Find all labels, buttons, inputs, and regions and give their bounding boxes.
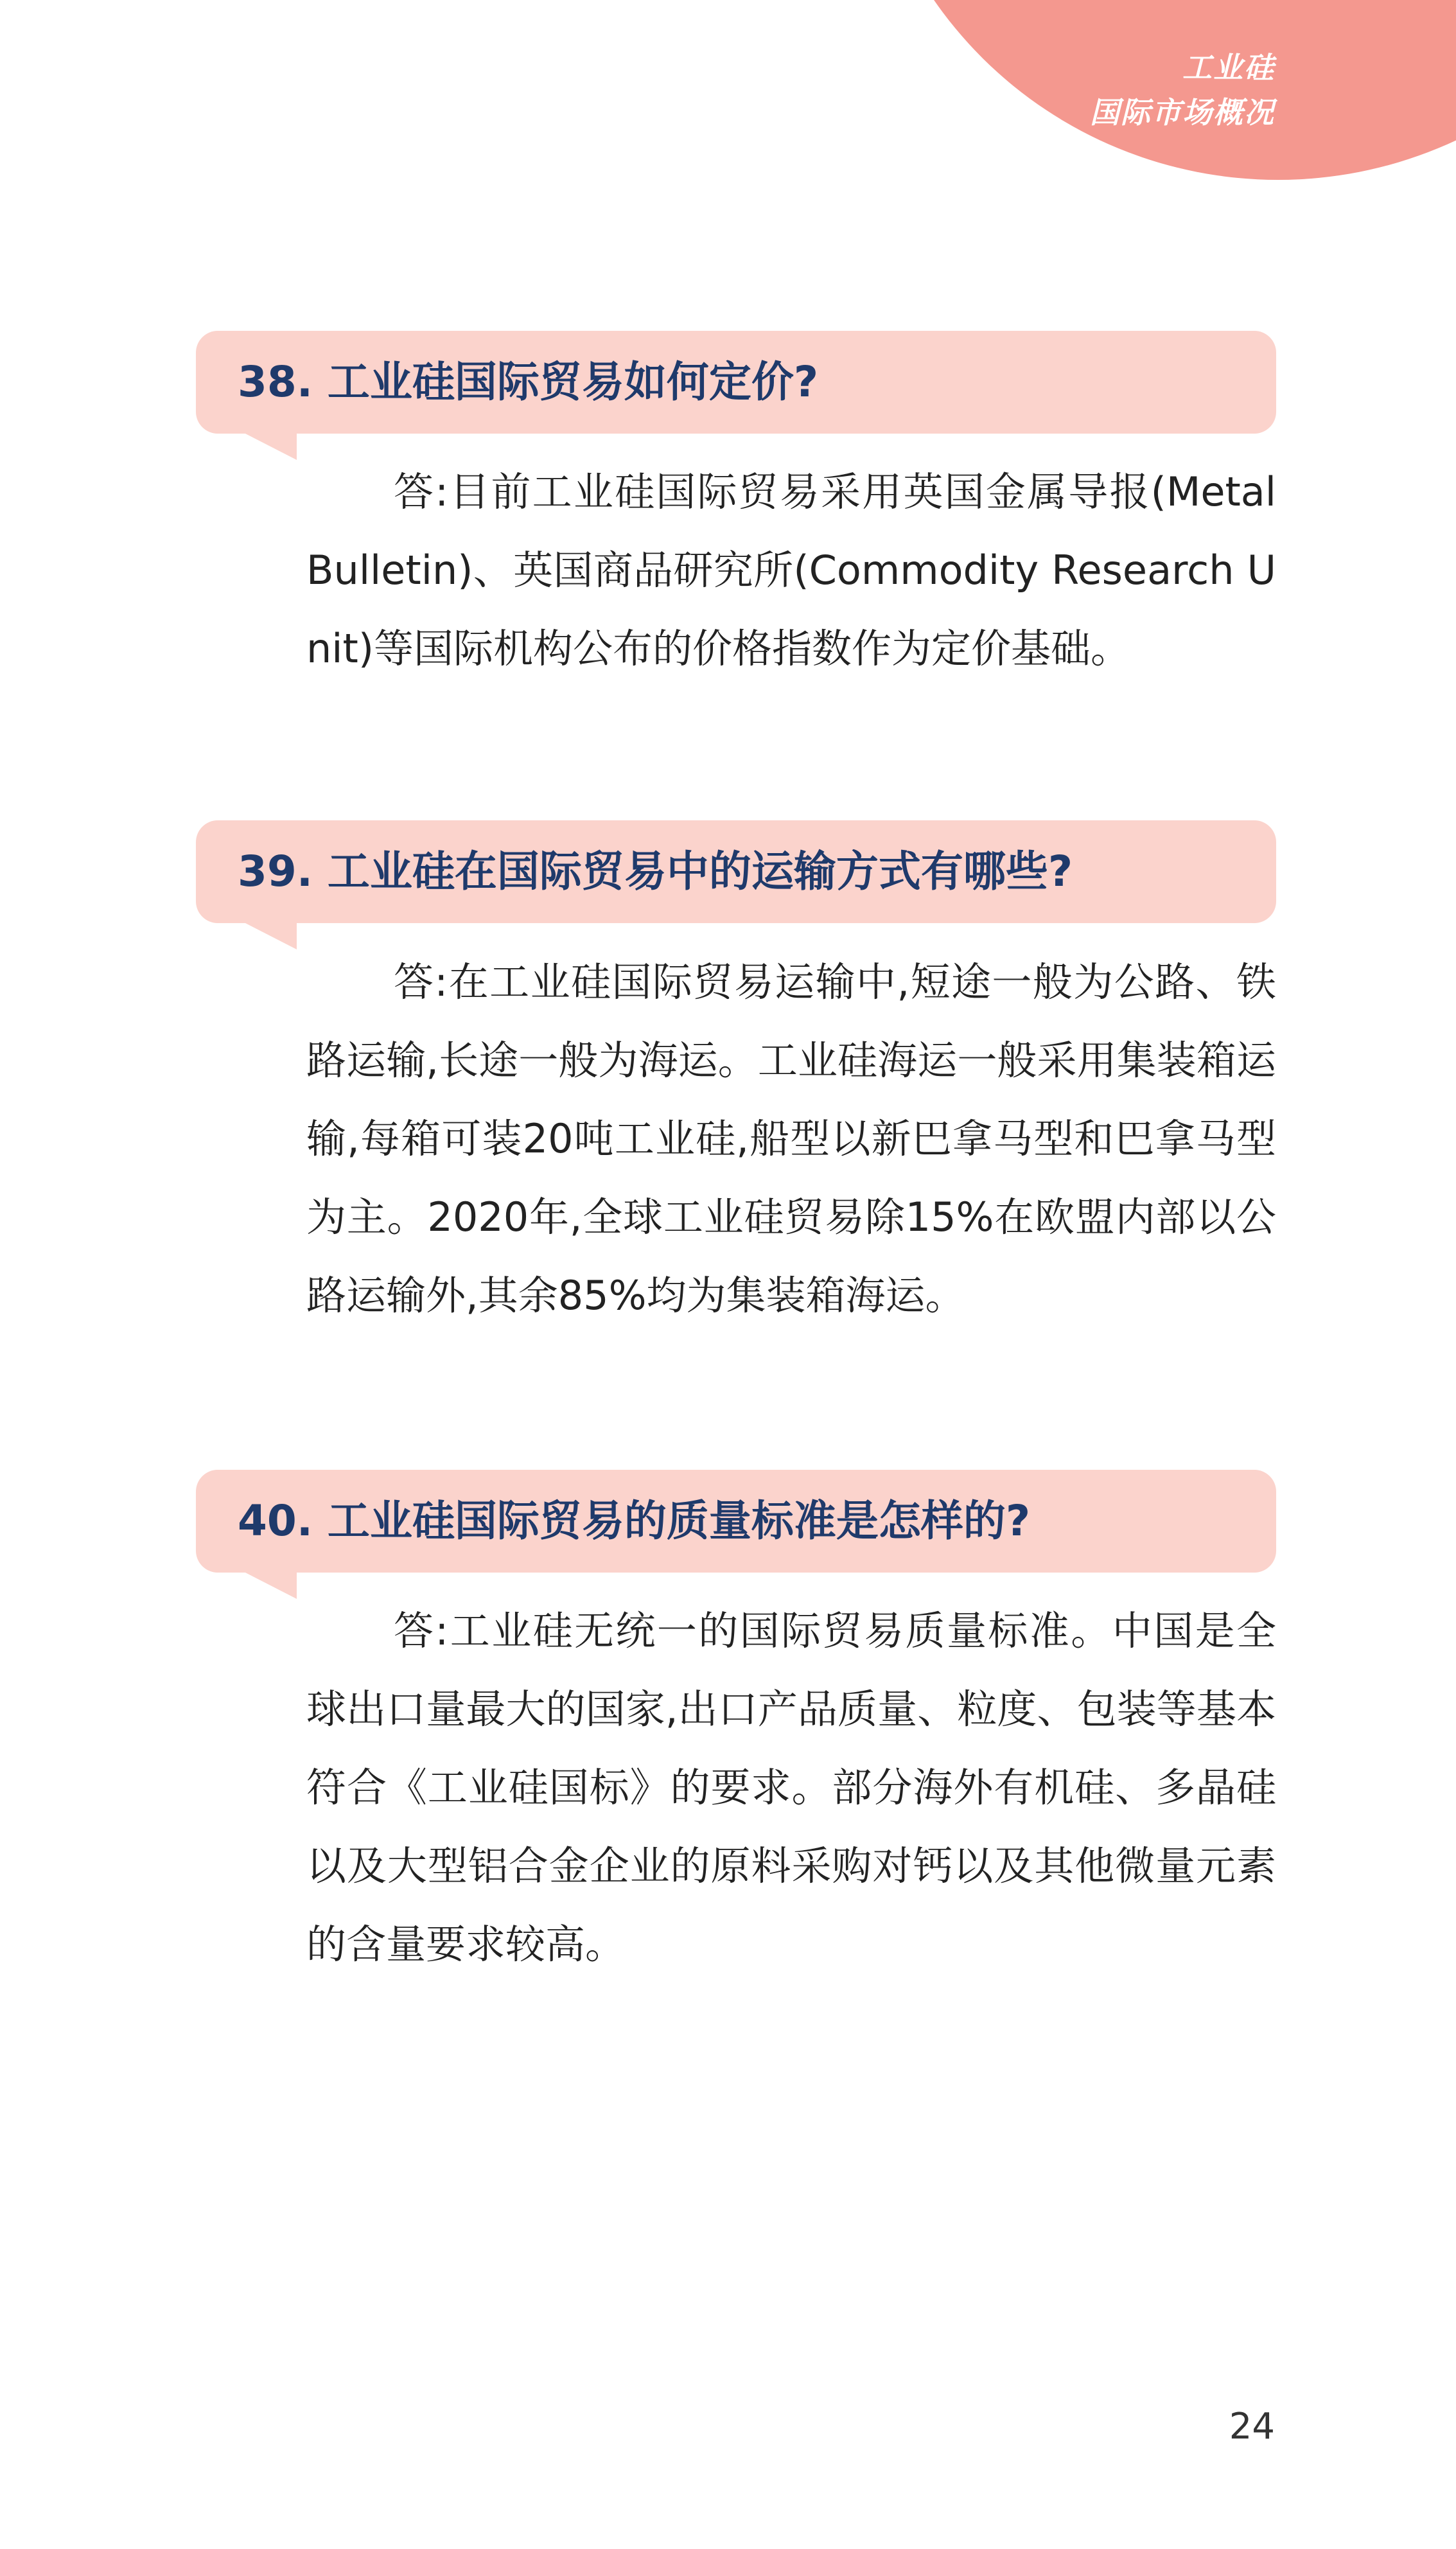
answer-40: 答:工业硅无统一的国际贸易质量标准。中国是全球出口量最大的国家,出口产品质量、粒度、包装等基本符合《工业硅国标》的要求。部分海外有机硅、多晶硅以及大型铝合金企业的原料采购对钙以及其他微量元素的含量要求较高。 <box>306 1607 1276 1968</box>
page-number: 24 <box>1229 2406 1275 2448</box>
question-40: 40. 工业硅国际贸易的质量标准是怎样的? <box>238 1496 1031 1546</box>
question-38: 38. 工业硅国际贸易如何定价? <box>238 357 819 407</box>
question-bubble-tail <box>244 433 297 460</box>
header-line-2: 国际市场概况 <box>1090 95 1275 130</box>
answer-39: 答:在工业硅国际贸易运输中,短途一般为公路、铁路运输,长途一般为海运。工业硅海运一般采用集装箱运输,每箱可装20吨工业硅,船型以新巴拿马型和巴拿马型为主。2020年,全球工业硅贸易除15%在欧盟内部以公路运输外,其余85%均为集装箱海运。 <box>306 958 1276 1319</box>
question-39: 39. 工业硅在国际贸易中的运输方式有哪些? <box>238 847 1073 896</box>
section-header <box>1090 45 1275 135</box>
header-line-1: 工业硅 <box>1182 50 1275 85</box>
question-bubble-tail <box>244 922 297 949</box>
question-bubble-tail <box>244 1572 297 1599</box>
answer-38: 答:目前工业硅国际贸易采用英国金属导报(Metal Bulletin)、英国商品研究所(Commodity Research Unit)等国际机构公布的价格指数作为定价基础。 <box>306 468 1276 672</box>
